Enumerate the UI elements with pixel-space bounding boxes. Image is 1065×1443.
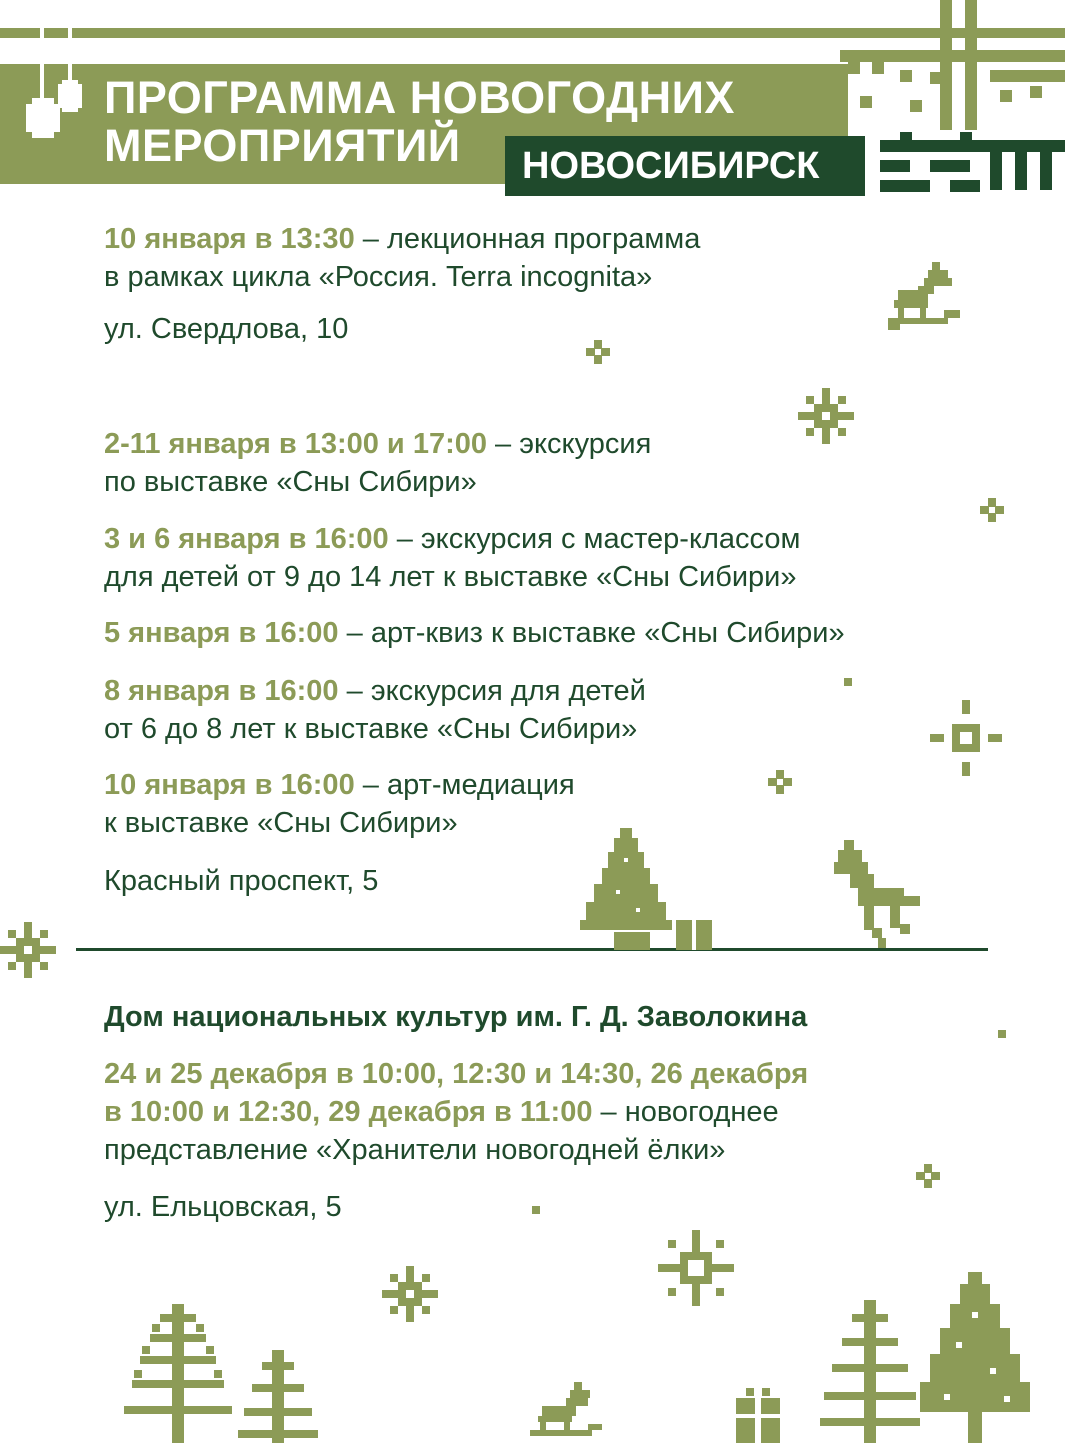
event-item — [104, 425, 651, 501]
divider — [76, 948, 988, 951]
sparkle-icon — [980, 498, 1004, 522]
event-date: 24 и 25 декабря в 10:00, 12:30 и 14:30, 26 декабря — [104, 1058, 809, 1090]
event-date: 3 и 6 января в 16:00 — [104, 523, 389, 555]
event-desc-line2: к выставке «Сны Сибири» — [104, 807, 458, 839]
address: Красный проспект, 5 — [104, 865, 379, 897]
christmas-tree-icon — [580, 828, 716, 950]
event-item — [104, 1055, 808, 1169]
christmas-tree-icon — [916, 1272, 1036, 1443]
gift-icon — [736, 1388, 780, 1443]
event-desc: – арт-медиация — [354, 769, 575, 801]
event-date: 2-11 января в 13:00 и 17:00 — [104, 428, 487, 460]
event-desc-line2: в рамках цикла «Россия. Terra incognita» — [104, 261, 653, 293]
snowflake-icon — [658, 1230, 734, 1306]
event-date-line2: в 10:00 и 12:30, 29 декабря в 11:00 — [104, 1096, 593, 1128]
sparkle-icon — [768, 770, 792, 794]
sparkle-icon — [586, 340, 610, 364]
snowflake-icon — [0, 922, 56, 978]
christmas-tree-icon — [238, 1350, 318, 1443]
dot — [844, 678, 852, 686]
event-item — [104, 614, 845, 652]
snowflake-icon — [798, 388, 854, 444]
snowflake-icon — [382, 1266, 438, 1322]
city-name: НОВОСИБИРСК — [522, 145, 820, 187]
sparkle-icon — [916, 1164, 940, 1188]
event-desc-line2: от 6 до 8 лет к выставке «Сны Сибири» — [104, 713, 638, 745]
dot — [998, 1030, 1006, 1038]
event-desc: – экскурсия с мастер-классом — [388, 523, 801, 555]
event-item — [104, 672, 646, 748]
event-desc: – новогоднее — [592, 1096, 779, 1128]
event-item — [104, 520, 800, 596]
christmas-tree-icon — [820, 1300, 920, 1443]
event-desc-line2: по выставке «Сны Сибири» — [104, 466, 477, 498]
ornament-icon — [18, 28, 88, 138]
rocking-horse-icon — [888, 262, 964, 332]
event-date: 5 января в 16:00 — [104, 617, 339, 649]
pixel-pattern — [840, 0, 1065, 200]
event-item — [104, 766, 575, 842]
event-date: 8 января в 16:00 — [104, 675, 339, 707]
event-desc: – арт-квиз к выставке «Сны Сибири» — [338, 617, 845, 649]
event-desc-line2: для детей от 9 до 14 лет к выставке «Сны Сибири» — [104, 561, 797, 593]
christmas-tree-icon — [124, 1304, 232, 1443]
dot — [532, 1206, 540, 1214]
event-date: 10 января в 16:00 — [104, 769, 355, 801]
snowflake-icon — [930, 700, 1002, 776]
horse-icon — [834, 840, 924, 948]
title-line-1: ПРОГРАММА НОВОГОДНИХ — [104, 72, 735, 123]
event-desc: – лекционная программа — [354, 223, 701, 255]
event-desc: – экскурсия — [487, 428, 652, 460]
venue-title: Дом национальных культур им. Г. Д. Заволокина — [104, 1001, 808, 1033]
rocking-horse-icon — [530, 1382, 606, 1443]
event-item — [104, 220, 700, 296]
title-line-2: МЕРОПРИЯТИЙ — [104, 120, 461, 171]
event-desc-line3: представление «Хранители новогодней ёлки» — [104, 1134, 726, 1166]
address: ул. Свердлова, 10 — [104, 313, 349, 345]
address: ул. Ельцовская, 5 — [104, 1191, 342, 1223]
event-date: 10 января в 13:30 — [104, 223, 355, 255]
event-desc: – экскурсия для детей — [338, 675, 646, 707]
